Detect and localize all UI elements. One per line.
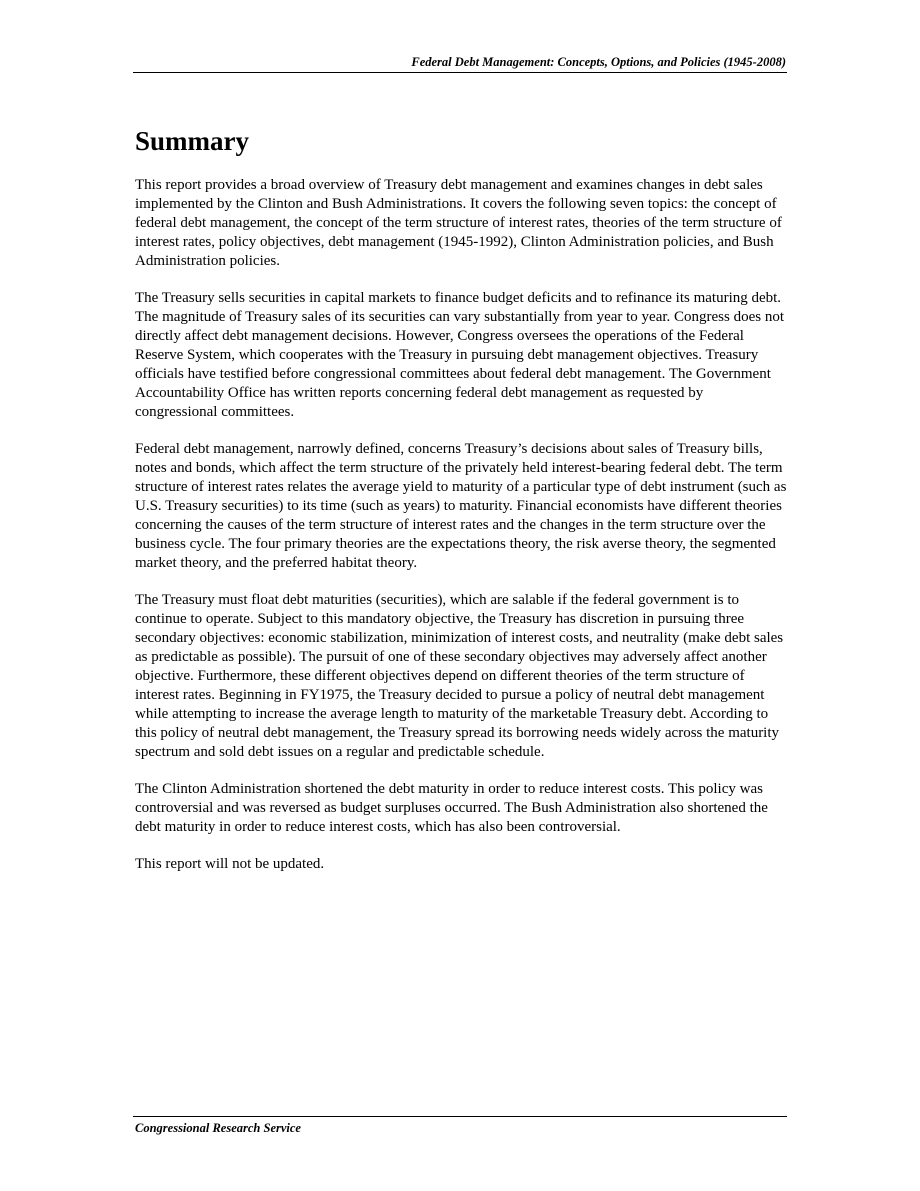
paragraph-treasury-sales: The Treasury sells securities in capital markets to finance budget deficits and to refinance its maturing debt. The magnitude of Treasury sales of its securities can vary substantially from year to year. Congress does not directly affect debt management decisions. However, Congress oversees the operations of the Federal Reserve System, which cooperates with the Treasury in pursuing debt management objectives. Treasury officials have testified before congressional committees about federal debt management. The Government Accountability Office has written reports concerning federal debt management as requested by congressional committees. — [135, 290, 785, 420]
footer-divider — [133, 1116, 787, 1117]
summary-body — [135, 176, 787, 892]
paragraph-overview: This report provides a broad overview of Treasury debt management and examines changes in debt sales implemented by the Clinton and Bush Administrations. It covers the following seven topics: the concept of federal debt management, the concept of the term structure of interest rates, theories of the term structure of interest rates, policy objectives, debt management (1945-1992), Clinton Administration policies, and Bush Administration policies. — [135, 177, 782, 269]
page-title: Summary — [135, 126, 249, 156]
running-header: Federal Debt Management: Concepts, Options, and Policies (1945-2008) — [411, 55, 786, 69]
paragraph-update-note: This report will not be updated. — [135, 856, 325, 872]
paragraph-objectives: The Treasury must float debt maturities (securities), which are salable if the federal government is to continue to operate. Subject to this mandatory objective, the Treasury has discretion in pursuing three secondary objectives: economic stabilization, minimization of interest costs, and neutrality (make debt sales as predictable as possible). The pursuit of one of these secondary objectives may adversely affect another objective. Furthermore, these different objectives depend on different theories of the term structure of interest rates. Beginning in FY1975, the Treasury decided to pursue a policy of neutral debt management while attempting to increase the average length to maturity of the marketable Treasury debt. According to this policy of neutral debt management, the Treasury spread its borrowing needs widely across the maturity spectrum and sold debt issues on a regular and predictable schedule. — [135, 592, 784, 760]
paragraph-term-structure: Federal debt management, narrowly defined, concerns Treasury’s decisions about sales of Treasury bills, notes and bonds, which affect the term structure of the privately held interest-bearing federal debt. The term structure of interest rates relates the average yield to maturity of a particular type of debt instrument (such as U.S. Treasury securities) to its time (such as years) to maturity. Financial economists have different theories concerning the causes of the term structure of interest rates and the changes in the term structure over the business cycle. The four primary theories are the expectations theory, the risk averse theory, the segmented market theory, and the preferred habitat theory. — [135, 441, 787, 571]
header-divider — [133, 72, 787, 73]
paragraph-administrations: The Clinton Administration shortened the debt maturity in order to reduce interest costs. This policy was controversial and was reversed as budget surpluses occurred. The Bush Administration also shortened the debt maturity in order to reduce interest costs, which has also been controversial. — [135, 781, 768, 835]
footer-publisher: Congressional Research Service — [135, 1121, 301, 1135]
